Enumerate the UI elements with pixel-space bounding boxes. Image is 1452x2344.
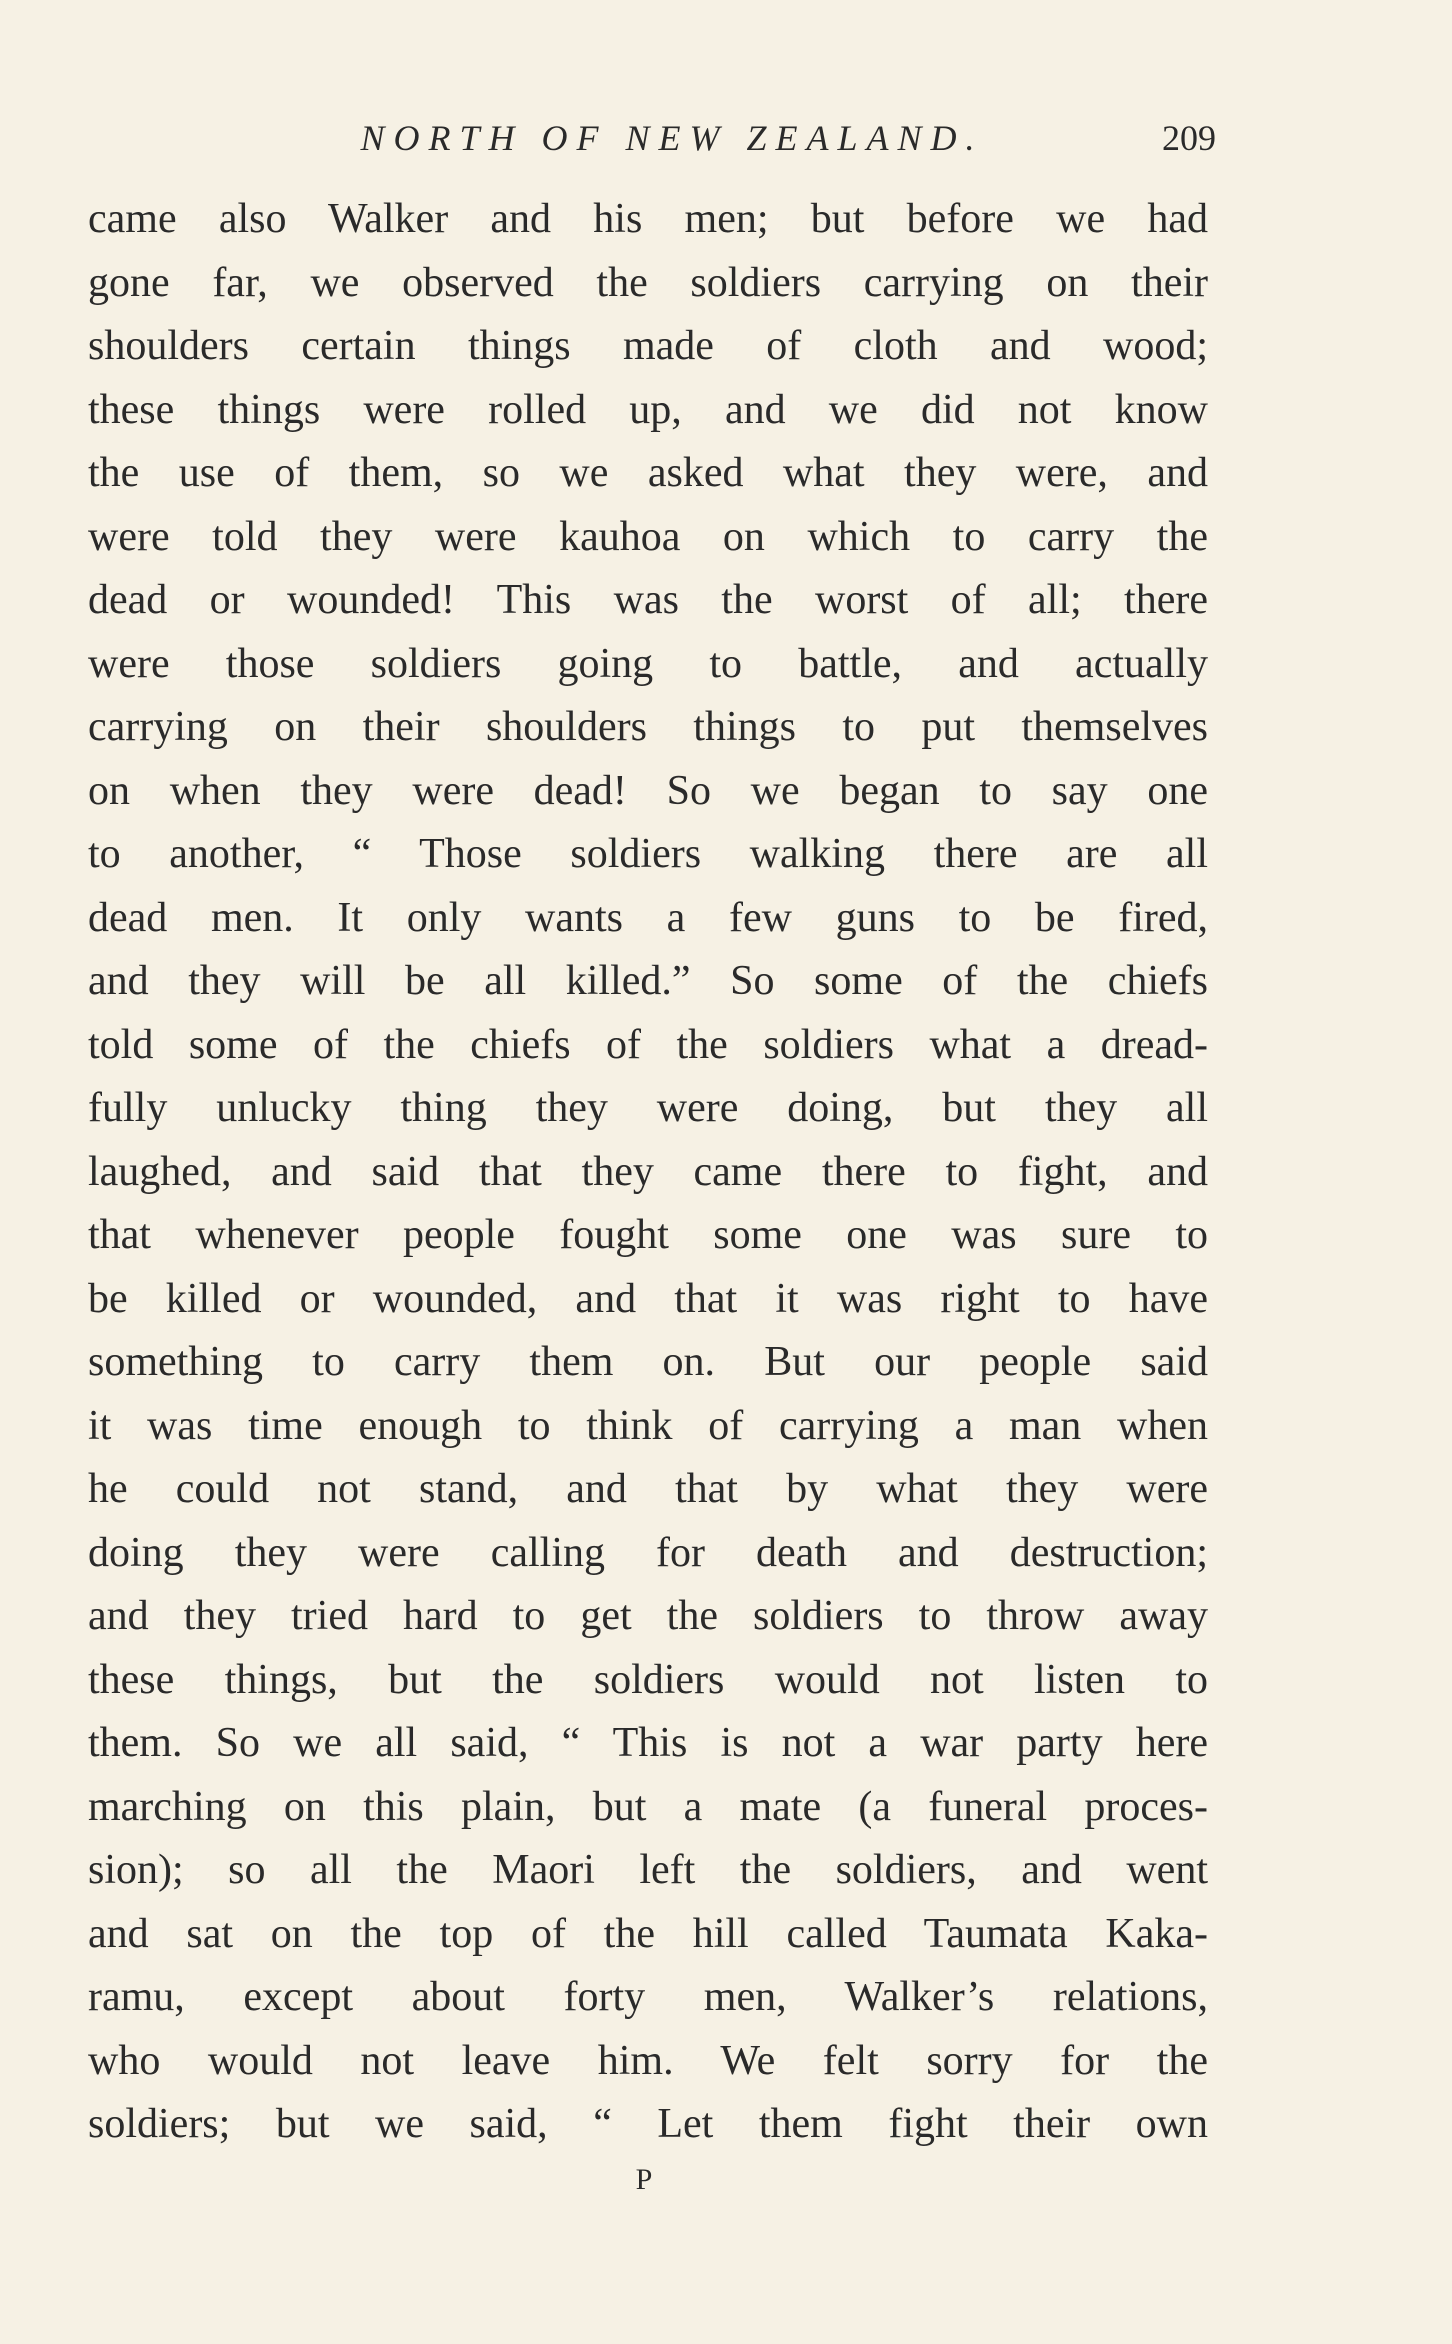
text-line: were those soldiers going to battle, and actually: [88, 640, 1208, 687]
text-line: dead men. It only wants a few guns to be fired,: [88, 894, 1208, 941]
text-line: told some of the chiefs of the soldiers what a dread-: [88, 1021, 1208, 1068]
text-line: on when they were dead! So we began to say one: [88, 767, 1208, 814]
page-number: 209: [1162, 118, 1216, 158]
text-line: gone far, we observed the soldiers carrying on their: [88, 259, 1208, 306]
running-title: NORTH OF NEW ZEALAND.: [360, 118, 984, 158]
text-line: the use of them, so we asked what they were, and: [88, 450, 1208, 496]
text-line: doing they were calling for death and destruction;: [88, 1529, 1208, 1576]
signature-mark: P: [635, 2163, 655, 2196]
running-head: [88, 112, 1216, 164]
text-line: dead or wounded! This was the worst of all; there: [88, 577, 1208, 623]
text-line: who would not leave him. We felt sorry for the: [88, 2037, 1208, 2084]
text-line: it was time enough to think of carrying a man when: [88, 1402, 1208, 1449]
text-line: came also Walker and his men; but before we had: [88, 196, 1208, 242]
text-line: them. So we all said, “ This is not a war party here: [88, 1720, 1208, 1766]
text-line: shoulders certain things made of cloth and wood;: [88, 323, 1208, 369]
text-line: something to carry them on. But our people said: [88, 1339, 1208, 1385]
text-line: soldiers; but we said, “ Let them fight their own: [88, 2101, 1208, 2147]
text-line: these things were rolled up, and we did not know: [88, 386, 1208, 433]
body-text: [88, 188, 1208, 2157]
text-line: and they tried hard to get the soldiers to throw away: [88, 1593, 1208, 1639]
text-line: that whenever people fought some one was sure to: [88, 1212, 1208, 1258]
text-line: were told they were kauhoa on which to carry the: [88, 513, 1208, 560]
text-line: to another, “ Those soldiers walking there are all: [88, 831, 1208, 877]
text-line: these things, but the soldiers would not listen to: [88, 1656, 1208, 1703]
text-line: marching on this plain, but a mate (a funeral proces-: [88, 1783, 1208, 1830]
text-line: ramu, except about forty men, Walker’s relations,: [88, 1974, 1208, 2020]
text-line: be killed or wounded, and that it was right to have: [88, 1275, 1208, 1322]
text-line: laughed, and said that they came there to fight, and: [88, 1148, 1208, 1195]
text-line: and sat on the top of the hill called Taumata Kaka-: [88, 1910, 1208, 1957]
text-line: sion); so all the Maori left the soldiers, and went: [88, 1847, 1208, 1893]
text-line: and they will be all killed.” So some of the chiefs: [88, 958, 1208, 1004]
text-line: he could not stand, and that by what they were: [88, 1466, 1208, 1512]
text-line: fully unlucky thing they were doing, but they all: [88, 1085, 1208, 1131]
text-line: carrying on their shoulders things to put themselves: [88, 704, 1208, 750]
